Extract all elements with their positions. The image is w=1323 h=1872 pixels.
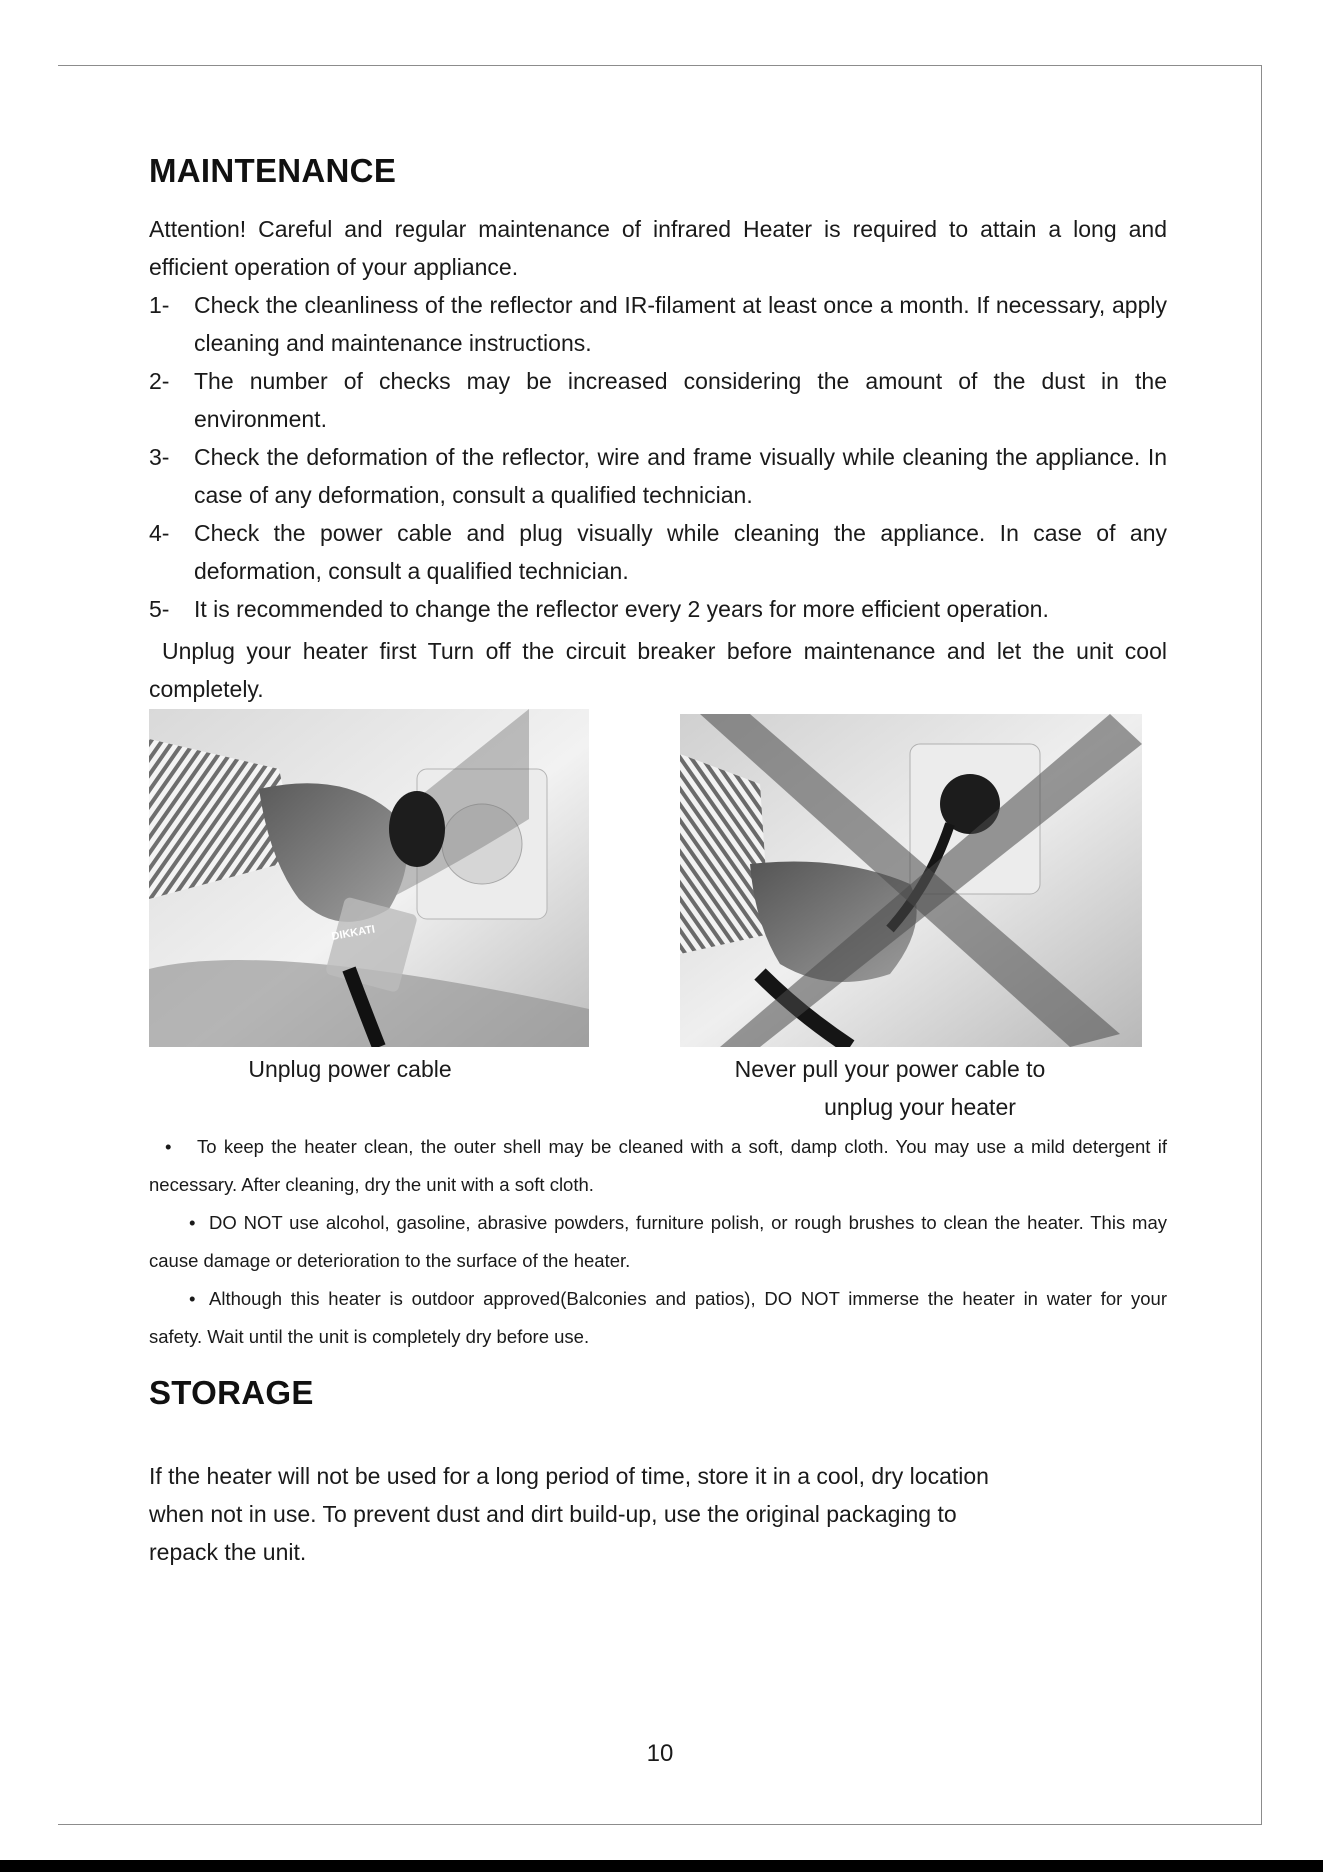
list-item xyxy=(149,286,1167,362)
step-text: Check the power cable and plug visually while cleaning the appliance. In case of any deformation, consult a qualified technician. xyxy=(194,520,1167,584)
bullet-text: Although this heater is outdoor approved(Balconies and patios), DO NOT immerse the heater in water for your safety. Wait until the unit is completely dry before use. xyxy=(149,1288,1167,1347)
list-item xyxy=(149,590,1167,628)
list-item xyxy=(149,1204,1167,1280)
step-number: 4- xyxy=(149,520,170,546)
scan-edge xyxy=(0,1860,1323,1872)
pull-cable-warning-photo xyxy=(680,714,1142,1047)
step-number: 3- xyxy=(149,444,170,470)
cleaning-bullets xyxy=(149,1128,1167,1356)
list-item xyxy=(149,1128,1167,1204)
storage-text: If the heater will not be used for a long period of time, store it in a cool, dry location when not in use. To prevent dust and dirt build-up, use the original packaging to repack the unit. xyxy=(149,1463,989,1565)
step-number: 2- xyxy=(149,368,170,394)
maintenance-intro: Attention! Careful and regular maintenance of infrared Heater is required to attain a long and efficient operation of your appliance. xyxy=(149,216,1167,280)
right-caption-line1: Never pull your power cable to xyxy=(734,1056,1046,1082)
step-number: 5- xyxy=(149,596,170,622)
plug-brand-label: DIKKATI xyxy=(330,923,376,943)
page-frame-bottom xyxy=(58,1824,1262,1825)
storage-heading: STORAGE xyxy=(149,1374,314,1411)
right-photo-caption xyxy=(720,1050,1120,1126)
bullet-text: DO NOT use alcohol, gasoline, abrasive powders, furniture polish, or rough brushes to clean the heater. This may cause damage or deterioration to the surface of the heater. xyxy=(149,1212,1167,1271)
page-number: 10 xyxy=(646,1740,674,1767)
bullet-symbol: • xyxy=(165,1136,172,1157)
bullet-symbol: • xyxy=(189,1288,196,1309)
list-item xyxy=(149,1280,1167,1356)
unplug-cable-photo xyxy=(149,709,589,1047)
page-frame-right xyxy=(1261,65,1262,1825)
step-number: 1- xyxy=(149,292,170,318)
step-text: Check the cleanliness of the reflector and IR-filament at least once a month. If necessary, apply cleaning and maintenance instructions. xyxy=(194,292,1167,356)
unplug-note: Unplug your heater first Turn off the circuit breaker before maintenance and let the unit cool completely. xyxy=(149,638,1167,702)
bullet-text: To keep the heater clean, the outer shell may be cleaned with a soft, damp cloth. You may use a mild detergent if necessary. After cleaning, dry the unit with a soft cloth. xyxy=(149,1136,1167,1195)
page-frame-top xyxy=(58,65,1262,66)
step-text: The number of checks may be increased considering the amount of the dust in the environment. xyxy=(194,368,1167,432)
step-text: Check the deformation of the reflector, wire and frame visually while cleaning the appliance. In case of any deformation, consult a qualified technician. xyxy=(194,444,1167,508)
step-text: It is recommended to change the reflector every 2 years for more efficient operation. xyxy=(194,596,1049,622)
list-item xyxy=(149,438,1167,514)
left-photo-caption: Unplug power cable xyxy=(248,1056,452,1082)
list-item xyxy=(149,362,1167,438)
maintenance-heading: MAINTENANCE xyxy=(149,152,397,189)
bullet-symbol: • xyxy=(189,1212,196,1233)
list-item xyxy=(149,514,1167,590)
maintenance-steps xyxy=(149,286,1167,628)
right-caption-line2: unplug your heater xyxy=(824,1094,1016,1120)
